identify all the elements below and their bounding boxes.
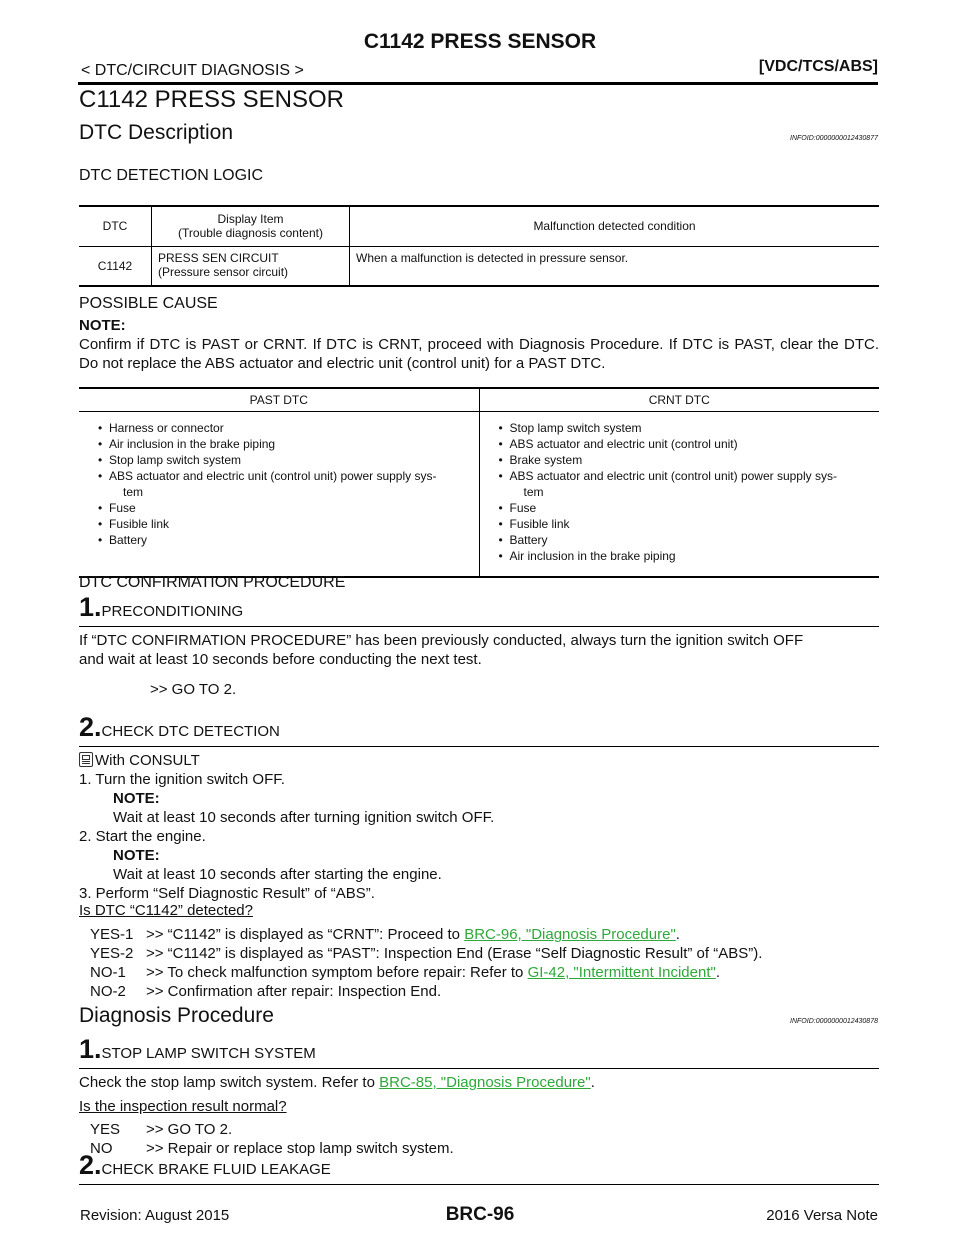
cell-display-item-label: PRESS SEN CIRCUIT xyxy=(158,250,279,265)
link-gi-42[interactable]: GI-42, "Intermittent Incident" xyxy=(527,964,716,981)
step-1-text-line1: If “DTC CONFIRMATION PROCEDURE” has been previously conducted, always turn the ignition switch OFF xyxy=(79,632,804,649)
dtc-detection-table xyxy=(79,205,879,287)
list-item: • Air inclusion in the brake piping xyxy=(496,548,872,564)
result-tail: . xyxy=(675,926,680,943)
step-title: CHECK BRAKE FLUID LEAKAGE xyxy=(101,1161,331,1178)
list-item: • Fusible link xyxy=(95,516,471,532)
list-item: • Fusible link xyxy=(496,516,872,532)
link-brc-85[interactable]: BRC-85, "Diagnosis Procedure" xyxy=(379,1074,591,1091)
crnt-cause-list xyxy=(496,420,872,564)
result-row xyxy=(90,982,880,1001)
step-1-text-line2: and wait at least 10 seconds before conducting the next test. xyxy=(79,651,482,668)
step-1-header xyxy=(79,592,243,623)
consult-icon xyxy=(79,752,93,767)
dtc-detection-logic-heading: DTC DETECTION LOGIC xyxy=(79,167,264,184)
table-header-row xyxy=(79,206,879,246)
step-number: 2. xyxy=(79,1150,102,1180)
past-cause-list xyxy=(95,420,471,548)
list-item: 2. Start the engine. xyxy=(79,828,206,845)
possible-cause-heading: POSSIBLE CAUSE xyxy=(79,295,218,312)
with-consult-line xyxy=(79,751,879,770)
infoid-diagnosis-procedure: INFOID:0000000012430878 xyxy=(790,1018,878,1025)
list-item: • Stop lamp switch system xyxy=(496,420,872,436)
dtc-description-heading: DTC Description xyxy=(79,121,234,144)
diag-step-2-header xyxy=(79,1150,331,1181)
diag-step-1-header xyxy=(79,1034,316,1065)
cell-condition: When a malfunction is detected in pressure sensor. xyxy=(356,250,629,265)
list-item: • Fuse xyxy=(496,500,872,516)
step-number: 2. xyxy=(79,712,102,742)
step-number: 1. xyxy=(79,1034,102,1064)
cell-display-item-sub: (Pressure sensor circuit) xyxy=(158,264,289,279)
list-item: • ABS actuator and electric unit (control unit) power supply sys- xyxy=(496,468,872,484)
result-text: >> GO TO 2. xyxy=(146,1121,233,1138)
diag-step-1-text xyxy=(79,1073,879,1092)
step-number: 1. xyxy=(79,592,102,622)
cell-display-item xyxy=(152,246,350,286)
step-title: STOP LAMP SWITCH SYSTEM xyxy=(101,1045,316,1062)
result-row xyxy=(90,963,880,982)
result-key: NO xyxy=(90,1140,113,1157)
result-key: NO-1 xyxy=(90,964,126,981)
header-rule xyxy=(78,82,878,85)
possible-cause-table xyxy=(79,387,879,578)
footer-page-number: BRC-96 xyxy=(445,1204,515,1225)
list-item: • Harness or connector xyxy=(95,420,471,436)
list-item: • ABS actuator and electric unit (control unit) power supply sys- xyxy=(95,468,471,484)
result-text: >> To check malfunction symptom before repair: Refer to xyxy=(146,964,528,981)
step-rule xyxy=(79,746,879,747)
note-label: NOTE: xyxy=(113,790,160,807)
section-tag: [VDC/TCS/ABS] xyxy=(758,58,878,75)
note-text: Confirm if DTC is PAST or CRNT. If DTC is CRNT, proceed with Diagnosis Procedure. If DTC is PAST, clear the DTC. Do not replace the ABS actuator and electric unit (control unit) for a PAST DTC. xyxy=(79,336,879,372)
step-title: CHECK DTC DETECTION xyxy=(101,723,280,740)
consult-procedure xyxy=(79,751,879,903)
col-dtc: DTC xyxy=(79,206,152,246)
diag-step-1-tail: . xyxy=(590,1074,595,1091)
result-key: YES-2 xyxy=(90,945,134,962)
list-item-continuation: tem xyxy=(523,485,544,499)
note-label: NOTE: xyxy=(113,847,160,864)
col-malfunction-condition: Malfunction detected condition xyxy=(533,219,696,234)
with-consult-label: With CONSULT xyxy=(95,752,200,769)
note-text: Wait at least 10 seconds after turning ignition switch OFF. xyxy=(113,809,495,826)
list-item: • Stop lamp switch system xyxy=(95,452,471,468)
result-tail: . xyxy=(715,964,720,981)
list-item: • Fuse xyxy=(95,500,471,516)
col-crnt-dtc: CRNT DTC xyxy=(648,393,710,407)
list-item: • Brake system xyxy=(496,452,872,468)
main-title: C1142 PRESS SENSOR xyxy=(79,86,344,113)
note-block xyxy=(79,316,879,373)
result-text: >> “C1142” is displayed as “CRNT”: Proceed to xyxy=(146,926,465,943)
result-text: >> Confirmation after repair: Inspection End. xyxy=(146,983,442,1000)
breadcrumb: < DTC/CIRCUIT DIAGNOSIS > xyxy=(81,62,304,79)
footer-model: 2016 Versa Note xyxy=(766,1207,878,1224)
list-item: 1. Turn the ignition switch OFF. xyxy=(79,771,285,788)
result-key: YES-1 xyxy=(90,926,134,943)
table-header-row xyxy=(79,388,879,412)
cell-dtc: C1142 xyxy=(79,246,152,286)
result-row xyxy=(90,925,880,944)
cell-past-causes xyxy=(79,412,479,578)
list-item: 3. Perform “Self Diagnostic Result” of “ABS”. xyxy=(79,885,375,902)
diag-step-1-text-body: Check the stop lamp switch system. Refer to xyxy=(79,1074,380,1091)
result-row xyxy=(90,1120,880,1139)
list-item: • Battery xyxy=(95,532,471,548)
question-dtc-detected: Is DTC “C1142” detected? xyxy=(79,902,253,919)
footer-revision: Revision: August 2015 xyxy=(80,1207,230,1224)
result-row xyxy=(90,944,880,963)
note-label: NOTE: xyxy=(79,317,126,334)
step-rule xyxy=(79,1184,879,1185)
page-title: C1142 PRESS SENSOR xyxy=(363,30,597,53)
result-key: NO-2 xyxy=(90,983,126,1000)
col-display-item xyxy=(152,206,350,246)
step-2-header xyxy=(79,712,280,743)
list-item: • ABS actuator and electric unit (control unit) xyxy=(496,436,872,452)
col-display-item-label: Display Item xyxy=(217,212,284,227)
result-key: YES xyxy=(90,1121,121,1138)
step-1-text xyxy=(79,631,879,669)
list-item: • Air inclusion in the brake piping xyxy=(95,436,471,452)
link-brc-96[interactable]: BRC-96, "Diagnosis Procedure" xyxy=(464,926,676,943)
step-1-goto: >> GO TO 2. xyxy=(150,681,237,698)
col-display-item-sub: (Trouble diagnosis content) xyxy=(178,226,323,241)
step-rule xyxy=(79,1068,879,1069)
list-item: • Battery xyxy=(496,532,872,548)
result-text: >> Repair or replace stop lamp switch system. xyxy=(146,1140,454,1157)
question-inspection-normal: Is the inspection result normal? xyxy=(79,1098,287,1115)
result-list xyxy=(90,925,880,1001)
col-past-dtc: PAST DTC xyxy=(79,388,479,412)
diagnosis-procedure-heading: Diagnosis Procedure xyxy=(79,1004,274,1027)
table-row xyxy=(79,246,879,286)
cell-crnt-causes xyxy=(479,412,879,578)
step-rule xyxy=(79,626,879,627)
infoid-dtc-description: INFOID:0000000012430877 xyxy=(790,135,878,142)
result-text: >> “C1142” is displayed as “PAST”: Inspection End (Erase “Self Diagnostic Result” of “ABS”). xyxy=(146,945,763,962)
note-text: Wait at least 10 seconds after starting the engine. xyxy=(113,866,442,883)
step-title: PRECONDITIONING xyxy=(101,603,244,620)
dtc-confirmation-heading: DTC CONFIRMATION PROCEDURE xyxy=(79,574,346,591)
table-row xyxy=(79,412,879,578)
list-item-continuation: tem xyxy=(123,485,144,499)
